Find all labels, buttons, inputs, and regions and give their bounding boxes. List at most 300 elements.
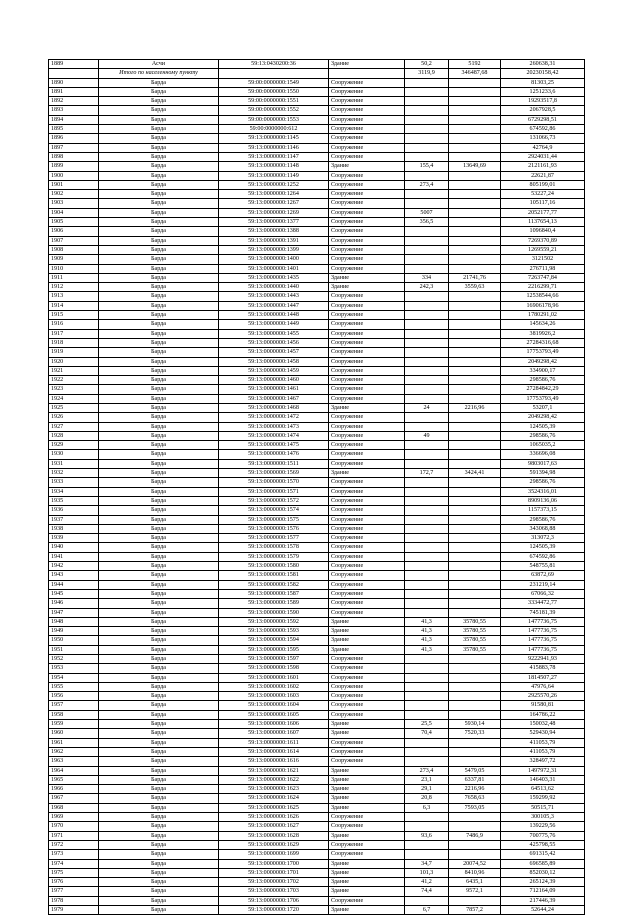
table-row [49, 394, 585, 403]
unit-value-cell [449, 580, 501, 589]
table-row [49, 896, 585, 905]
table-row [49, 534, 585, 543]
cadastral-cost-cell: 591394,98 [501, 469, 585, 478]
row-number-cell: 1921 [49, 366, 99, 375]
locality-cell: Барда [99, 218, 219, 227]
object-type-cell: Здание [329, 60, 405, 69]
table-row [49, 60, 585, 69]
locality-cell: Барда [99, 738, 219, 747]
unit-value-cell [449, 840, 501, 849]
object-type-cell: Сооружение [329, 255, 405, 264]
table-row [49, 506, 585, 515]
object-type-cell: Сооружение [329, 589, 405, 598]
object-type-cell: Сооружение [329, 227, 405, 236]
object-type-cell: Сооружение [329, 115, 405, 124]
cadastral-cost-cell: 7269370,89 [501, 236, 585, 245]
cadastral-number-cell: 59:13:0000000:1474 [219, 431, 329, 440]
locality-cell: Барда [99, 431, 219, 440]
table-row [49, 859, 585, 868]
unit-value-cell [449, 385, 501, 394]
cadastral-number-cell: 59:13:0000000:1605 [219, 710, 329, 719]
cadastral-number-cell: 59:13:0000000:1578 [219, 543, 329, 552]
table-row [49, 478, 585, 487]
area-cell [405, 524, 449, 533]
locality-cell: Барда [99, 710, 219, 719]
cadastral-cost-cell: 50515,71 [501, 803, 585, 812]
unit-value-cell [449, 106, 501, 115]
row-number-cell: 1892 [49, 97, 99, 106]
locality-cell: Барда [99, 320, 219, 329]
area-cell [405, 78, 449, 87]
row-number-cell: 1974 [49, 859, 99, 868]
row-number-cell: 1918 [49, 338, 99, 347]
locality-cell: Барда [99, 524, 219, 533]
cadastral-number-cell: 59:13:0000000:1458 [219, 357, 329, 366]
row-number-cell: 1900 [49, 171, 99, 180]
unit-value-cell [449, 394, 501, 403]
area-cell: 50,2 [405, 60, 449, 69]
unit-value-cell [449, 125, 501, 134]
table-row [49, 208, 585, 217]
table-row [49, 515, 585, 524]
locality-cell: Барда [99, 348, 219, 357]
row-number-cell: 1902 [49, 190, 99, 199]
cadastral-number-cell: 59:13:0000000:1252 [219, 180, 329, 189]
object-type-cell: Сооружение [329, 301, 405, 310]
cadastral-number-cell: 59:13:0000000:1147 [219, 152, 329, 161]
area-cell [405, 562, 449, 571]
unit-value-cell [449, 311, 501, 320]
cadastral-cost-cell: 3524316,01 [501, 487, 585, 496]
table-row [49, 747, 585, 756]
area-cell: 273,4 [405, 766, 449, 775]
object-type-cell: Сооружение [329, 348, 405, 357]
locality-cell: Барда [99, 106, 219, 115]
area-cell [405, 255, 449, 264]
area-cell [405, 199, 449, 208]
object-type-cell: Здание [329, 775, 405, 784]
table-row [49, 469, 585, 478]
object-type-cell: Сооружение [329, 180, 405, 189]
locality-cell: Барда [99, 115, 219, 124]
table-row [49, 775, 585, 784]
table-row [49, 115, 585, 124]
locality-cell: Барда [99, 376, 219, 385]
area-cell: 70,4 [405, 729, 449, 738]
row-number-cell: 1901 [49, 180, 99, 189]
unit-value-cell [449, 608, 501, 617]
unit-value-cell [449, 524, 501, 533]
object-type-cell: Сооружение [329, 292, 405, 301]
table-row [49, 329, 585, 338]
locality-cell: Барда [99, 97, 219, 106]
locality-cell: Барда [99, 506, 219, 515]
cadastral-cost-cell: 1251233,6 [501, 87, 585, 96]
cadastral-number-cell: 59:13:0000000:1581 [219, 571, 329, 580]
row-number-cell: 1928 [49, 431, 99, 440]
area-cell [405, 152, 449, 161]
table-row [49, 431, 585, 440]
row-number-cell: 1956 [49, 692, 99, 701]
area-cell [405, 171, 449, 180]
locality-cell: Барда [99, 571, 219, 580]
area-cell [405, 450, 449, 459]
cadastral-cost-cell: 3121502 [501, 255, 585, 264]
cadastral-cost-cell: 1096840,4 [501, 227, 585, 236]
cadastral-cost-cell: 67066,32 [501, 589, 585, 598]
unit-value-cell [449, 376, 501, 385]
cadastral-cost-cell: 1137654,13 [501, 218, 585, 227]
cadastral-cost-cell: 691315,42 [501, 850, 585, 859]
cadastral-number-cell: 59:13:0000000:1377 [219, 218, 329, 227]
row-number-cell: 1945 [49, 589, 99, 598]
table-row [49, 459, 585, 468]
table-row [49, 813, 585, 822]
cadastral-cost-cell: 411053,79 [501, 747, 585, 756]
unit-value-cell [449, 822, 501, 831]
table-row [49, 580, 585, 589]
cadastral-cost-cell: 415883,78 [501, 664, 585, 673]
locality-cell: Барда [99, 311, 219, 320]
object-type-cell: Сооружение [329, 431, 405, 440]
table-row [49, 589, 585, 598]
table-row [49, 78, 585, 87]
cadastral-number-cell: 59:13:0000000:1457 [219, 348, 329, 357]
cadastral-cost-cell: 150032,48 [501, 720, 585, 729]
area-cell [405, 747, 449, 756]
object-type-cell: Сооружение [329, 441, 405, 450]
area-cell: 41,3 [405, 645, 449, 654]
cadastral-number-cell: 59:00:0000000:1551 [219, 97, 329, 106]
cadastral-number-cell: 59:13:0430200:36 [219, 60, 329, 69]
unit-value-cell [449, 850, 501, 859]
row-number-cell: 1979 [49, 906, 99, 915]
row-number-cell: 1957 [49, 701, 99, 710]
row-number-cell: 1924 [49, 394, 99, 403]
object-type-cell: Сооружение [329, 682, 405, 691]
row-number-cell: 1975 [49, 868, 99, 877]
area-cell: 23,1 [405, 775, 449, 784]
area-cell [405, 311, 449, 320]
table-row [49, 524, 585, 533]
area-cell [405, 896, 449, 905]
cadastral-cost-cell: 1780291,02 [501, 311, 585, 320]
unit-value-cell [449, 599, 501, 608]
table-row [49, 106, 585, 115]
object-type-cell: Сооружение [329, 106, 405, 115]
unit-value-cell [449, 208, 501, 217]
table-row [49, 599, 585, 608]
cadastral-number-cell: 59:13:0000000:1621 [219, 766, 329, 775]
table-row [49, 357, 585, 366]
table-row [49, 245, 585, 254]
cadastral-cost-cell: 20230158,42 [501, 69, 585, 78]
cadastral-cost-cell: 139229,56 [501, 822, 585, 831]
unit-value-cell [449, 255, 501, 264]
object-type-cell: Сооружение [329, 152, 405, 161]
object-type-cell: Здание [329, 720, 405, 729]
table-row [49, 868, 585, 877]
table-row [49, 264, 585, 273]
table-row [49, 682, 585, 691]
unit-value-cell: 7658,63 [449, 794, 501, 803]
row-number-cell: 1941 [49, 552, 99, 561]
object-type-cell: Сооружение [329, 125, 405, 134]
object-type-cell: Сооружение [329, 366, 405, 375]
table-row [49, 906, 585, 915]
area-cell [405, 813, 449, 822]
cadastral-cost-cell: 712164,09 [501, 887, 585, 896]
area-cell [405, 236, 449, 245]
locality-cell: Барда [99, 366, 219, 375]
table-row [49, 301, 585, 310]
locality-cell: Барда [99, 87, 219, 96]
area-cell [405, 125, 449, 134]
table-row [49, 729, 585, 738]
cadastral-cost-cell: 217446,39 [501, 896, 585, 905]
locality-cell: Барда [99, 180, 219, 189]
locality-cell: Барда [99, 236, 219, 245]
area-cell [405, 608, 449, 617]
cadastral-cost-cell: 1157373,15 [501, 506, 585, 515]
object-type-cell: Сооружение [329, 524, 405, 533]
object-type-cell: Сооружение [329, 692, 405, 701]
cadastral-number-cell: 59:13:0000000:1267 [219, 199, 329, 208]
unit-value-cell [449, 682, 501, 691]
cadastral-number-cell: 59:13:0000000:1590 [219, 608, 329, 617]
area-cell [405, 394, 449, 403]
unit-value-cell [449, 655, 501, 664]
unit-value-cell: 35780,55 [449, 627, 501, 636]
unit-value-cell: 6435,1 [449, 878, 501, 887]
locality-cell: Барда [99, 729, 219, 738]
unit-value-cell: 346487,68 [449, 69, 501, 78]
area-cell [405, 366, 449, 375]
area-cell [405, 534, 449, 543]
cadastral-number-cell: 59:13:0000000:1595 [219, 645, 329, 654]
row-number-cell: 1897 [49, 143, 99, 152]
row-number-cell: 1967 [49, 794, 99, 803]
table-row [49, 190, 585, 199]
object-type-cell: Здание [329, 469, 405, 478]
unit-value-cell [449, 552, 501, 561]
locality-cell: Барда [99, 608, 219, 617]
area-cell [405, 664, 449, 673]
table-row [49, 134, 585, 143]
row-number-cell: 1925 [49, 403, 99, 412]
area-cell [405, 710, 449, 719]
locality-cell: Итого по населенному пункту [99, 69, 219, 78]
locality-cell: Барда [99, 664, 219, 673]
object-type-cell: Сооружение [329, 822, 405, 831]
cadastral-number-cell: 59:13:0000000:1623 [219, 785, 329, 794]
locality-cell: Барда [99, 469, 219, 478]
cadastral-number-cell: 59:13:0000000:1702 [219, 878, 329, 887]
object-type-cell: Сооружение [329, 813, 405, 822]
table-row [49, 487, 585, 496]
locality-cell: Барда [99, 487, 219, 496]
unit-value-cell [449, 190, 501, 199]
area-cell [405, 692, 449, 701]
row-number-cell: 1894 [49, 115, 99, 124]
cadastral-cost-cell: 9222941,93 [501, 655, 585, 664]
locality-cell: Барда [99, 636, 219, 645]
object-type-cell: Сооружение [329, 376, 405, 385]
cadastral-cost-cell: 276711,98 [501, 264, 585, 273]
locality-cell: Барда [99, 208, 219, 217]
row-number-cell: 1958 [49, 710, 99, 719]
object-type-cell: Сооружение [329, 701, 405, 710]
row-number-cell: 1963 [49, 757, 99, 766]
table-row [49, 441, 585, 450]
cadastral-number-cell: 59:13:0000000:1594 [219, 636, 329, 645]
cadastral-number-cell: 59:13:0000000:1401 [219, 264, 329, 273]
unit-value-cell [449, 227, 501, 236]
area-cell [405, 822, 449, 831]
cadastral-cost-cell: 27284316,68 [501, 338, 585, 347]
unit-value-cell [449, 692, 501, 701]
object-type-cell [329, 69, 405, 78]
cadastral-number-cell: 59:00:0000000:1553 [219, 115, 329, 124]
cadastral-number-cell: 59:13:0000000:1391 [219, 236, 329, 245]
locality-cell: Барда [99, 701, 219, 710]
unit-value-cell [449, 366, 501, 375]
property-register-table [48, 59, 585, 915]
table-row [49, 627, 585, 636]
cadastral-cost-cell: 674592,86 [501, 125, 585, 134]
row-number-cell: 1915 [49, 311, 99, 320]
cadastral-number-cell: 59:13:0000000:1622 [219, 775, 329, 784]
cadastral-number-cell: 59:13:0000000:1511 [219, 459, 329, 468]
row-number-cell: 1927 [49, 422, 99, 431]
area-cell: 34,7 [405, 859, 449, 868]
cadastral-number-cell: 59:13:0000000:1569 [219, 469, 329, 478]
row-number-cell: 1944 [49, 580, 99, 589]
cadastral-cost-cell: 164786,22 [501, 710, 585, 719]
area-cell [405, 589, 449, 598]
row-number-cell: 1891 [49, 87, 99, 96]
object-type-cell: Здание [329, 403, 405, 412]
locality-cell: Барда [99, 357, 219, 366]
cadastral-cost-cell: 22621,87 [501, 171, 585, 180]
cadastral-number-cell: 59:13:0000000:1625 [219, 803, 329, 812]
table-row [49, 338, 585, 347]
row-number-cell: 1950 [49, 636, 99, 645]
cadastral-cost-cell: 3334472,77 [501, 599, 585, 608]
row-number-cell: 1905 [49, 218, 99, 227]
object-type-cell: Сооружение [329, 850, 405, 859]
row-number-cell: 1903 [49, 199, 99, 208]
cadastral-cost-cell: 336696,08 [501, 450, 585, 459]
object-type-cell: Сооружение [329, 450, 405, 459]
row-number-cell: 1922 [49, 376, 99, 385]
object-type-cell: Сооружение [329, 710, 405, 719]
area-cell: 172,7 [405, 469, 449, 478]
unit-value-cell [449, 534, 501, 543]
unit-value-cell: 13649,69 [449, 162, 501, 171]
row-number-cell: 1969 [49, 813, 99, 822]
row-number-cell: 1912 [49, 283, 99, 292]
locality-cell: Барда [99, 478, 219, 487]
unit-value-cell [449, 515, 501, 524]
cadastral-cost-cell: 17753793,49 [501, 394, 585, 403]
cadastral-cost-cell: 343068,88 [501, 524, 585, 533]
cadastral-cost-cell: 1269559,21 [501, 245, 585, 254]
cadastral-number-cell: 59:13:0000000:1616 [219, 757, 329, 766]
area-cell: 334 [405, 273, 449, 282]
cadastral-number-cell: 59:13:0000000:1580 [219, 562, 329, 571]
unit-value-cell: 7857,2 [449, 906, 501, 915]
object-type-cell: Сооружение [329, 245, 405, 254]
area-cell [405, 97, 449, 106]
locality-cell: Барда [99, 655, 219, 664]
table-row [49, 413, 585, 422]
locality-cell: Барда [99, 906, 219, 915]
cadastral-number-cell: 59:13:0000000:1264 [219, 190, 329, 199]
object-type-cell: Сооружение [329, 134, 405, 143]
area-cell [405, 738, 449, 747]
area-cell [405, 87, 449, 96]
cadastral-cost-cell: 298586,76 [501, 431, 585, 440]
row-number-cell: 1935 [49, 496, 99, 505]
cadastral-number-cell: 59:13:0000000:1627 [219, 822, 329, 831]
row-number-cell: 1932 [49, 469, 99, 478]
row-number-cell: 1964 [49, 766, 99, 775]
locality-cell: Барда [99, 78, 219, 87]
locality-cell: Барда [99, 394, 219, 403]
cadastral-number-cell: 59:13:0000000:1443 [219, 292, 329, 301]
area-cell [405, 422, 449, 431]
object-type-cell: Сооружение [329, 357, 405, 366]
row-number-cell: 1948 [49, 617, 99, 626]
locality-cell: Барда [99, 747, 219, 756]
object-type-cell: Сооружение [329, 97, 405, 106]
unit-value-cell [449, 896, 501, 905]
object-type-cell: Сооружение [329, 655, 405, 664]
object-type-cell: Сооружение [329, 459, 405, 468]
cadastral-number-cell: 59:13:0000000:1607 [219, 729, 329, 738]
cadastral-cost-cell: 852030,12 [501, 868, 585, 877]
object-type-cell: Здание [329, 868, 405, 877]
unit-value-cell [449, 562, 501, 571]
object-type-cell: Сооружение [329, 515, 405, 524]
cadastral-cost-cell: 700775,76 [501, 831, 585, 840]
unit-value-cell: 21741,76 [449, 273, 501, 282]
cadastral-cost-cell: 2052177,77 [501, 208, 585, 217]
area-cell: 41,2 [405, 878, 449, 887]
cadastral-number-cell: 59:13:0000000:1473 [219, 422, 329, 431]
row-number-cell: 1977 [49, 887, 99, 896]
object-type-cell: Сооружение [329, 422, 405, 431]
unit-value-cell [449, 701, 501, 710]
locality-cell: Барда [99, 255, 219, 264]
area-cell: 49 [405, 431, 449, 440]
table-row [49, 617, 585, 626]
cadastral-cost-cell: 47976,64 [501, 682, 585, 691]
row-number-cell: 1913 [49, 292, 99, 301]
cadastral-cost-cell: 9803017,63 [501, 459, 585, 468]
area-cell [405, 329, 449, 338]
cadastral-cost-cell: 131066,73 [501, 134, 585, 143]
area-cell: 41,3 [405, 617, 449, 626]
locality-cell: Барда [99, 543, 219, 552]
object-type-cell: Сооружение [329, 664, 405, 673]
locality-cell: Барда [99, 245, 219, 254]
table-body [49, 60, 585, 915]
unit-value-cell: 6337,81 [449, 775, 501, 784]
cadastral-number-cell: 59:00:0000000:1552 [219, 106, 329, 115]
cadastral-cost-cell: 3819926,2 [501, 329, 585, 338]
